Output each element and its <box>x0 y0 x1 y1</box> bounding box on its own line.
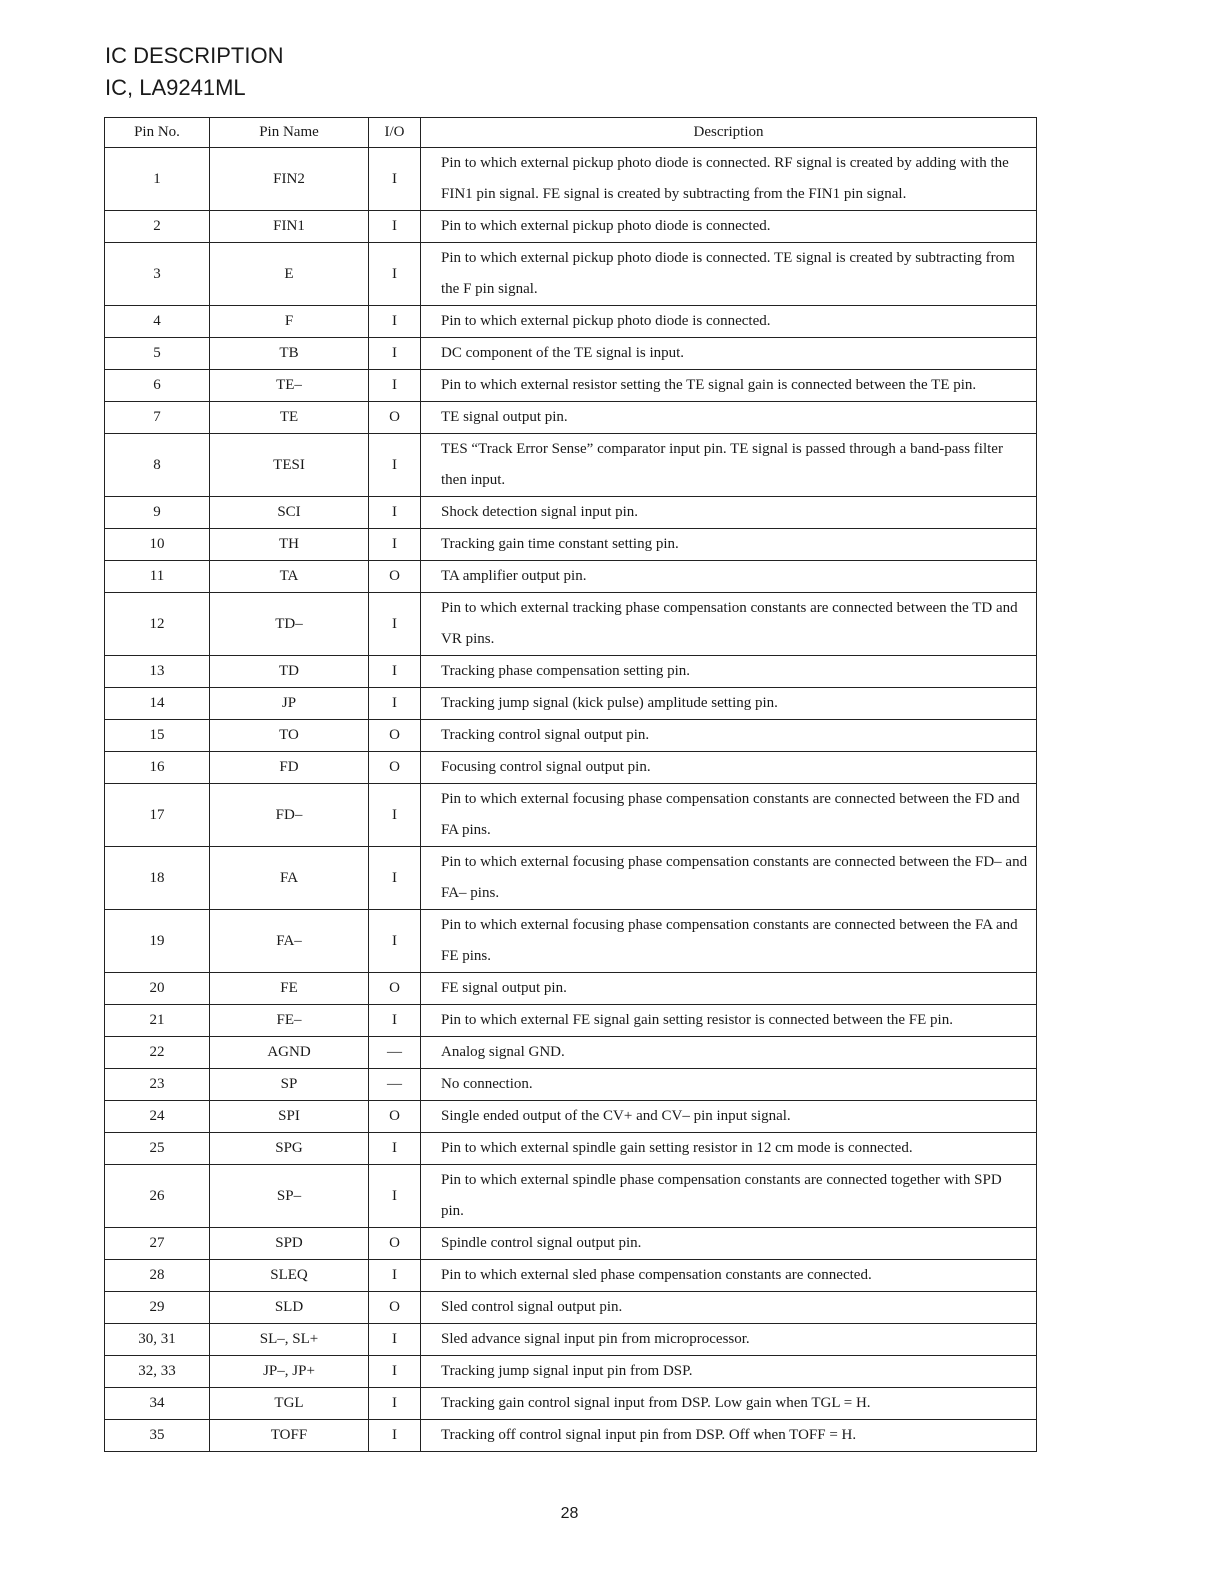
pin-number-cell: 26 <box>105 1165 210 1228</box>
description-cell: Tracking off control signal input pin from DSP. Off when TOFF = H. <box>421 1420 1037 1452</box>
page-subtitle: IC, LA9241ML <box>105 75 246 100</box>
description-cell: FE signal output pin. <box>421 973 1037 1005</box>
pin-name-cell: SPD <box>210 1228 369 1260</box>
io-cell: O <box>369 561 421 593</box>
pin-number-cell: 27 <box>105 1228 210 1260</box>
pin-number-cell: 11 <box>105 561 210 593</box>
description-cell: Pin to which external FE signal gain setting resistor is connected between the FE pin. <box>421 1005 1037 1037</box>
description-cell: Pin to which external pickup photo diode is connected. RF signal is created by adding with the FIN1 pin signal. FE signal is created by subtracting from the FIN1 pin signal. <box>421 148 1037 211</box>
table-header-row <box>105 118 1037 148</box>
table-row <box>105 752 1037 784</box>
pin-name-cell: SP <box>210 1069 369 1101</box>
pin-number-cell: 15 <box>105 720 210 752</box>
pin-name-cell: FD– <box>210 784 369 847</box>
io-cell: I <box>369 243 421 306</box>
description-cell: Tracking gain control signal input from DSP. Low gain when TGL = H. <box>421 1388 1037 1420</box>
table-row <box>105 1420 1037 1452</box>
table-row <box>105 910 1037 973</box>
io-cell: I <box>369 211 421 243</box>
pin-name-cell: F <box>210 306 369 338</box>
pin-number-cell: 24 <box>105 1101 210 1133</box>
column-header-io: I/O <box>369 118 421 148</box>
table-row <box>105 593 1037 656</box>
description-cell: Tracking control signal output pin. <box>421 720 1037 752</box>
pin-name-cell: TO <box>210 720 369 752</box>
description-cell: Pin to which external pickup photo diode is connected. <box>421 211 1037 243</box>
pin-number-cell: 14 <box>105 688 210 720</box>
pin-name-cell: SLD <box>210 1292 369 1324</box>
table-row <box>105 306 1037 338</box>
description-cell: DC component of the TE signal is input. <box>421 338 1037 370</box>
pin-number-cell: 10 <box>105 529 210 561</box>
pin-number-cell: 18 <box>105 847 210 910</box>
pin-number-cell: 13 <box>105 656 210 688</box>
io-cell: I <box>369 688 421 720</box>
page-number: 28 <box>560 1505 579 1522</box>
pin-number-cell: 35 <box>105 1420 210 1452</box>
io-cell: O <box>369 720 421 752</box>
description-cell: Tracking jump signal input pin from DSP. <box>421 1356 1037 1388</box>
table-row <box>105 688 1037 720</box>
table-row <box>105 148 1037 211</box>
pin-number-cell: 12 <box>105 593 210 656</box>
table-row <box>105 1069 1037 1101</box>
pin-name-cell: TA <box>210 561 369 593</box>
description-cell: Tracking jump signal (kick pulse) amplitude setting pin. <box>421 688 1037 720</box>
io-cell: I <box>369 370 421 402</box>
table-row <box>105 1037 1037 1069</box>
io-cell: I <box>369 148 421 211</box>
pin-number-cell: 16 <box>105 752 210 784</box>
pin-name-cell: SCI <box>210 497 369 529</box>
pin-name-cell: E <box>210 243 369 306</box>
table-row <box>105 973 1037 1005</box>
pin-name-cell: TH <box>210 529 369 561</box>
description-cell: Tracking gain time constant setting pin. <box>421 529 1037 561</box>
io-cell: I <box>369 497 421 529</box>
table-row <box>105 529 1037 561</box>
io-cell: I <box>369 784 421 847</box>
pin-number-cell: 5 <box>105 338 210 370</box>
description-cell: Pin to which external focusing phase compensation constants are connected between the FD and FA pins. <box>421 784 1037 847</box>
pin-number-cell: 17 <box>105 784 210 847</box>
pin-number-cell: 30, 31 <box>105 1324 210 1356</box>
io-cell: O <box>369 1101 421 1133</box>
pin-name-cell: SL–, SL+ <box>210 1324 369 1356</box>
description-cell: Sled advance signal input pin from microprocessor. <box>421 1324 1037 1356</box>
table-row <box>105 243 1037 306</box>
pin-name-cell: FIN2 <box>210 148 369 211</box>
pin-name-cell: TESI <box>210 434 369 497</box>
pin-name-cell: SPI <box>210 1101 369 1133</box>
io-cell: I <box>369 1388 421 1420</box>
pin-name-cell: TGL <box>210 1388 369 1420</box>
io-cell: I <box>369 1133 421 1165</box>
pin-number-cell: 1 <box>105 148 210 211</box>
column-header-description: Description <box>421 118 1037 148</box>
io-cell: I <box>369 656 421 688</box>
description-cell: Pin to which external focusing phase compensation constants are connected between the FD– and FA– pins. <box>421 847 1037 910</box>
pin-name-cell: TE– <box>210 370 369 402</box>
pin-name-cell: TD <box>210 656 369 688</box>
description-cell: Pin to which external pickup photo diode is connected. TE signal is created by subtracting from the F pin signal. <box>421 243 1037 306</box>
description-cell: Single ended output of the CV+ and CV– pin input signal. <box>421 1101 1037 1133</box>
page-title: IC DESCRIPTION <box>105 43 284 68</box>
io-cell: I <box>369 847 421 910</box>
pin-name-cell: FA <box>210 847 369 910</box>
table-row <box>105 656 1037 688</box>
pin-number-cell: 9 <box>105 497 210 529</box>
description-cell: Pin to which external tracking phase compensation constants are connected between the TD and VR pins. <box>421 593 1037 656</box>
table-row <box>105 338 1037 370</box>
io-cell: I <box>369 434 421 497</box>
io-cell: I <box>369 529 421 561</box>
table-row <box>105 720 1037 752</box>
pin-name-cell: SP– <box>210 1165 369 1228</box>
io-cell: I <box>369 593 421 656</box>
description-cell: Shock detection signal input pin. <box>421 497 1037 529</box>
io-cell: — <box>369 1037 421 1069</box>
io-cell: I <box>369 1324 421 1356</box>
io-cell: — <box>369 1069 421 1101</box>
io-cell: I <box>369 1420 421 1452</box>
io-cell: O <box>369 402 421 434</box>
table-body <box>105 148 1037 1452</box>
pin-number-cell: 7 <box>105 402 210 434</box>
pin-name-cell: FE– <box>210 1005 369 1037</box>
description-cell: Focusing control signal output pin. <box>421 752 1037 784</box>
io-cell: I <box>369 1165 421 1228</box>
table-row <box>105 1324 1037 1356</box>
pin-number-cell: 23 <box>105 1069 210 1101</box>
table-row <box>105 1260 1037 1292</box>
io-cell: I <box>369 1260 421 1292</box>
table-row <box>105 1388 1037 1420</box>
table-row <box>105 1292 1037 1324</box>
table-row <box>105 1356 1037 1388</box>
pin-name-cell: TE <box>210 402 369 434</box>
description-cell: TE signal output pin. <box>421 402 1037 434</box>
io-cell: I <box>369 1356 421 1388</box>
pin-description-table <box>104 117 1037 1452</box>
pin-name-cell: TOFF <box>210 1420 369 1452</box>
pin-number-cell: 4 <box>105 306 210 338</box>
table-row <box>105 434 1037 497</box>
io-cell: I <box>369 1005 421 1037</box>
description-cell: Sled control signal output pin. <box>421 1292 1037 1324</box>
table-row <box>105 1101 1037 1133</box>
pin-number-cell: 29 <box>105 1292 210 1324</box>
pin-name-cell: FIN1 <box>210 211 369 243</box>
table-row <box>105 402 1037 434</box>
pin-name-cell: SLEQ <box>210 1260 369 1292</box>
description-cell: Tracking phase compensation setting pin. <box>421 656 1037 688</box>
io-cell: O <box>369 973 421 1005</box>
table-row <box>105 784 1037 847</box>
table-row <box>105 1228 1037 1260</box>
pin-name-cell: JP <box>210 688 369 720</box>
table-row <box>105 1005 1037 1037</box>
table-row <box>105 211 1037 243</box>
pin-number-cell: 28 <box>105 1260 210 1292</box>
pin-name-cell: FD <box>210 752 369 784</box>
description-cell: Pin to which external resistor setting the TE signal gain is connected between the TE pin. <box>421 370 1037 402</box>
table-row <box>105 1165 1037 1228</box>
pin-number-cell: 22 <box>105 1037 210 1069</box>
io-cell: O <box>369 1228 421 1260</box>
description-cell: Pin to which external focusing phase compensation constants are connected between the FA and FE pins. <box>421 910 1037 973</box>
table-row <box>105 847 1037 910</box>
table-row <box>105 1133 1037 1165</box>
pin-number-cell: 6 <box>105 370 210 402</box>
pin-number-cell: 3 <box>105 243 210 306</box>
pin-name-cell: FA– <box>210 910 369 973</box>
pin-number-cell: 25 <box>105 1133 210 1165</box>
pin-number-cell: 21 <box>105 1005 210 1037</box>
pin-name-cell: FE <box>210 973 369 1005</box>
table-row <box>105 497 1037 529</box>
table-row <box>105 370 1037 402</box>
io-cell: O <box>369 752 421 784</box>
io-cell: I <box>369 338 421 370</box>
pin-name-cell: SPG <box>210 1133 369 1165</box>
pin-number-cell: 32, 33 <box>105 1356 210 1388</box>
pin-name-cell: JP–, JP+ <box>210 1356 369 1388</box>
pin-number-cell: 2 <box>105 211 210 243</box>
description-cell: Spindle control signal output pin. <box>421 1228 1037 1260</box>
pin-number-cell: 34 <box>105 1388 210 1420</box>
column-header-pin-name: Pin Name <box>210 118 369 148</box>
description-cell: TES “Track Error Sense” comparator input pin. TE signal is passed through a band-pass filter then input. <box>421 434 1037 497</box>
description-cell: Pin to which external spindle gain setting resistor in 12 cm mode is connected. <box>421 1133 1037 1165</box>
pin-name-cell: TD– <box>210 593 369 656</box>
pin-name-cell: AGND <box>210 1037 369 1069</box>
io-cell: O <box>369 1292 421 1324</box>
description-cell: Pin to which external pickup photo diode is connected. <box>421 306 1037 338</box>
io-cell: I <box>369 910 421 973</box>
pin-number-cell: 19 <box>105 910 210 973</box>
description-cell: Analog signal GND. <box>421 1037 1037 1069</box>
table-row <box>105 561 1037 593</box>
io-cell: I <box>369 306 421 338</box>
pin-name-cell: TB <box>210 338 369 370</box>
pin-number-cell: 20 <box>105 973 210 1005</box>
column-header-pin-no: Pin No. <box>105 118 210 148</box>
description-cell: Pin to which external sled phase compensation constants are connected. <box>421 1260 1037 1292</box>
description-cell: TA amplifier output pin. <box>421 561 1037 593</box>
description-cell: No connection. <box>421 1069 1037 1101</box>
description-cell: Pin to which external spindle phase compensation constants are connected together with SPD pin. <box>421 1165 1037 1228</box>
pin-number-cell: 8 <box>105 434 210 497</box>
